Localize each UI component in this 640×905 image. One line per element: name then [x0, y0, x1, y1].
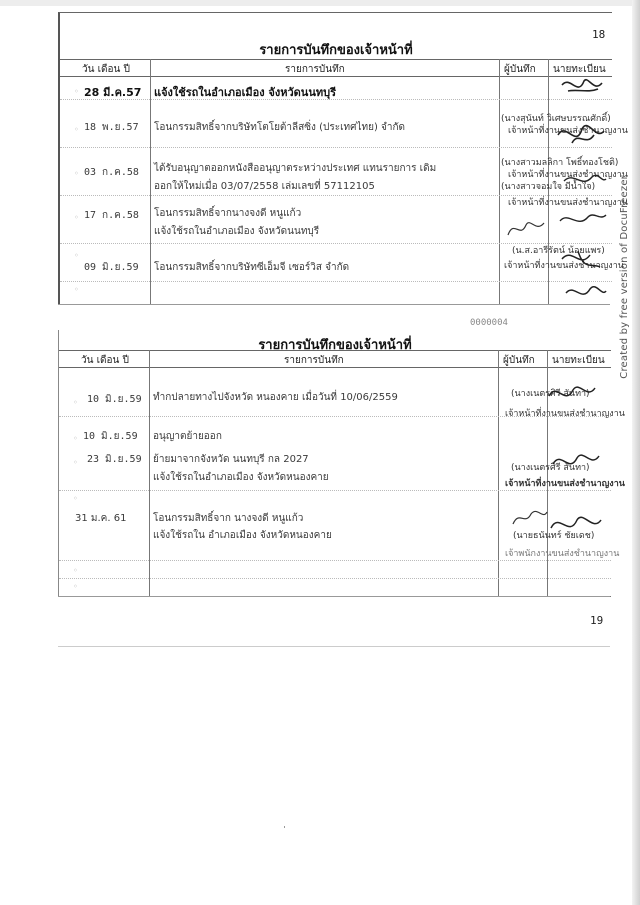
- officer-name: (น.ส.อารีรัตน์ น้อยแพร): [512, 246, 605, 256]
- entry-text: โอนกรรมสิทธิ์จากบริษัทซีเอ็มจี เซอร์วิส จำกัด: [154, 262, 350, 273]
- officer-name: (นางสาวมลลิกา โพธิ์ทองโชติ): [501, 158, 619, 168]
- header-entry: รายการบันทึก: [285, 64, 345, 75]
- officer-title: เจ้าหน้าที่งานขนส่งชำนาญงาน: [505, 409, 625, 419]
- officer-title: เจ้าหน้าที่งานขนส่งชำนาญงาน: [505, 479, 625, 489]
- ruled-line: [59, 560, 611, 561]
- officer-name: (นางเนตรศิรี สันทา): [511, 389, 590, 399]
- page-title: รายการบันทึกของเจ้าหน้าที่: [259, 43, 413, 58]
- entry-text: แจ้งใช้รถใน อำเภอเมือง จังหวัดหนองคาย: [153, 530, 332, 541]
- entry-text: โอนกรรมสิทธิ์จากบริษัทโตโยต้าลีสซิ่ง (ประเทศไทย) จำกัด: [154, 122, 406, 133]
- entry-text: แจ้งใช้รถในอำเภอเมือง จังหวัดหนองคาย: [153, 472, 329, 483]
- entry-date: 17 ก.ค.58: [84, 210, 139, 221]
- officer-title: เจ้าหน้าที่งานขนส่งชำนาญงาน: [508, 198, 628, 208]
- column-divider: [499, 59, 500, 305]
- officer-title: เจ้าพนักงานขนส่งชำนาญงาน: [505, 549, 620, 559]
- scan-top-edge: [0, 0, 640, 6]
- entry-text: แจ้งใช้รถในอำเภอเมือง จังหวัดนนทบุรี: [154, 226, 320, 237]
- entry-date: 10 มิ.ย.59: [87, 394, 142, 405]
- record-page-19: รายการบันทึกของเจ้าหน้าที่ วัน เดือน ปี รายการบันทึก ผู้บันทึก นายทะเบียน 10 มิ.ย.59 ทำกปลายทางไปจังหวัด หนองคาย เมื่อวันที่ 10/06/2559 10 มิ.ย.59 อนุญาตย้ายออก 23 มิ.ย.59 ย้ายมาจากจังหวัด นนทบุรี กล 2027 แจ้งใช้รถในอำเภอเมือง จังหวัดหนองคาย 31 ม.ค. 61 โอนกรรมสิทธิ์จาก นางจงดี หนูแก้ว แจ้งใช้รถใน อำเภอเมือง จังหวัดหนองคาย ◦ ◦ ◦ ◦ ◦ ◦ (นางเนตรศิรี สันทา) เจ้าหน้าที่งานขนส่งชำนาญงาน (นางเนตรศิรี สันทา) เจ้าหน้าที่งานขนส่งชำนาญงาน (นายธนันทร์ ชัยเดช) เจ้าพนักงานขนส่งชำนาญงาน: [58, 330, 611, 596]
- entry-text: โอนกรรมสิทธิ์จาก นางจงดี หนูแก้ว: [153, 513, 304, 524]
- page-number: 18: [592, 28, 606, 41]
- entry-date: 18 พ.ย.57: [84, 122, 139, 133]
- ruled-line: [60, 147, 612, 148]
- entry-text: ทำกปลายทางไปจังหวัด หนองคาย เมื่อวันที่ 10/06/2559: [153, 392, 398, 403]
- entry-date: 10 มิ.ย.59: [83, 431, 138, 442]
- entry-date: 23 มิ.ย.59: [87, 454, 142, 465]
- header-recorder: ผู้บันทึก: [503, 355, 535, 366]
- officer-title: เจ้าหน้าที่งานขนส่งชำนาญงาน: [508, 126, 628, 136]
- stamp-fragment: 0000004: [470, 318, 508, 328]
- officer-name: (นายธนันทร์ ชัยเดช): [513, 531, 595, 541]
- ruled-line: [60, 99, 612, 100]
- entry-date: 09 มิ.ย.59: [84, 262, 139, 273]
- officer-name: (นางสุนันท์ วิเศษบรรณศักดิ์): [501, 114, 611, 124]
- table-header: [60, 59, 612, 77]
- entry-text: ย้ายมาจากจังหวัด นนทบุรี กล 2027: [153, 454, 309, 465]
- entry-text: ออกให้ใหม่เมื่อ 03/07/2558 เล่มเลขที่ 57112105: [154, 181, 375, 192]
- officer-name: (นางสาวจอมใจ มีน้ำใจ): [501, 182, 596, 192]
- recorder-signature: [509, 502, 549, 532]
- recorder-signature: [504, 213, 548, 243]
- header-date: วัน เดือน ปี: [81, 355, 129, 366]
- entry-date: 03 ก.ค.58: [84, 167, 139, 178]
- entry-date: 31 ม.ค. 61: [75, 513, 127, 524]
- officer-title: เจ้าหน้าที่งานขนส่งชำนาญงาน: [508, 170, 628, 180]
- header-recorder: ผู้บันทึก: [504, 64, 536, 75]
- header-registrar: นายทะเบียน: [553, 64, 606, 75]
- ruled-line: [59, 578, 611, 579]
- header-registrar: นายทะเบียน: [552, 355, 605, 366]
- ruled-line: [60, 281, 612, 282]
- entry-text: ได้รับอนุญาตออกหนังสืออนุญาตระหว่างประเทศ แทนรายการ เดิม: [154, 163, 437, 174]
- officer-title: เจ้าหน้าที่งานขนส่งชำนาญงาน: [504, 261, 624, 271]
- entry-text: แจ้งใช้รถในอำเภอเมือง จังหวัดนนทบุรี: [154, 86, 336, 99]
- scan-right-edge: [632, 0, 640, 905]
- page-title: รายการบันทึกของเจ้าหน้าที่: [258, 338, 412, 353]
- officer-name: (นางเนตรศิรี สันทา): [511, 463, 590, 473]
- entry-text: โอนกรรมสิทธิ์จากนางจงดี หนูแก้ว: [154, 208, 302, 219]
- entry-text: อนุญาตย้ายออก: [153, 431, 222, 442]
- scan-speck: ˙: [282, 826, 287, 837]
- header-entry: รายการบันทึก: [284, 355, 344, 366]
- watermark-text: Created by free version of DocuFreezer: [619, 175, 630, 379]
- column-divider: [150, 59, 151, 305]
- entry-date: 28 มี.ค.57: [84, 86, 142, 99]
- header-date: วัน เดือน ปี: [82, 64, 130, 75]
- record-page-18: 18 รายการบันทึกของเจ้าหน้าที่ วัน เดือน ปี รายการบันทึก ผู้บันทึก นายทะเบียน 28 มี.ค.57 แจ้งใช้รถในอำเภอเมือง จังหวัดนนทบุรี 18 พ.ย.57 โอนกรรมสิทธิ์จากบริษัทโตโยต้าลีสซิ่ง (ประเทศไทย) จำกัด 03 ก.ค.58 ได้รับอนุญาตออกหนังสืออนุญาตระหว่างประเทศ แทนรายการ เดิม ออกให้ใหม่เมื่อ 03/07/2558 เล่มเลขที่ 57112105 17 ก.ค.58 โอนกรรมสิทธิ์จากนางจงดี หนูแก้ว แจ้งใช้รถในอำเภอเมือง จังหวัดนนทบุรี 09 มิ.ย.59 โอนกรรมสิทธิ์จากบริษัทซีเอ็มจี เซอร์วิส จำกัด ◦ ◦ ◦ ◦ ◦ ◦ (นางสุนันท์ วิเศษบรรณศักดิ์) เจ้าหน้าที่งานขนส่งชำนาญงาน (นางสาวมลลิกา โพธิ์ทองโชติ) เจ้าหน้าที่งานขนส่งชำนาญงาน (นางสาวจอมใจ มีน้ำใจ) เจ้าหน้าที่งานขนส่งชำนาญงาน (น.ส.อารีรัตน์ น้อยแพร) เจ้าหน้าที่งานขนส่งชำนาญงาน: [58, 12, 612, 305]
- registrar-signatures: [548, 71, 612, 311]
- page-number: 19: [590, 614, 604, 627]
